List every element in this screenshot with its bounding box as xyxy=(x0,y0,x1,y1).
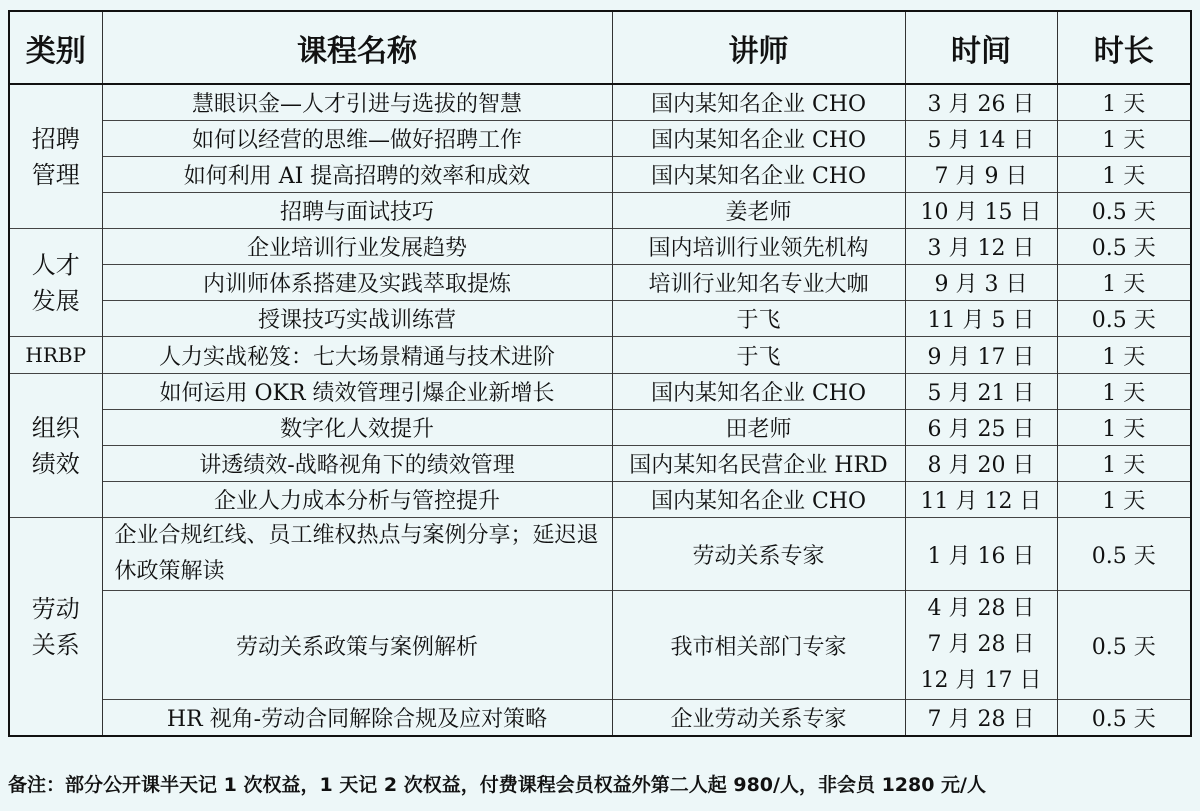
course-duration: 0.5 天 xyxy=(1057,301,1191,337)
course-duration: 1 天 xyxy=(1057,374,1191,410)
course-time: 11 月 12 日 xyxy=(905,482,1057,518)
lecturer: 国内某知名企业 CHO xyxy=(612,157,905,193)
table-row xyxy=(9,193,1191,229)
course-name: HR 视角-劳动合同解除合规及应对策略 xyxy=(102,700,612,737)
table-row xyxy=(9,518,1191,591)
lecturer: 姜老师 xyxy=(612,193,905,229)
course-duration: 0.5 天 xyxy=(1057,518,1191,591)
table-row xyxy=(9,700,1191,737)
course-name: 内训师体系搭建及实践萃取提炼 xyxy=(102,265,612,301)
course-time: 10 月 15 日 xyxy=(905,193,1057,229)
table-row xyxy=(9,301,1191,337)
category-org-performance: 组织 绩效 xyxy=(9,374,102,518)
table-row xyxy=(9,482,1191,518)
lecturer: 劳动关系专家 xyxy=(612,518,905,591)
lecturer: 培训行业知名专业大咖 xyxy=(612,265,905,301)
course-time: 4 月 28 日 7 月 28 日 12 月 17 日 xyxy=(905,591,1057,700)
category-hrbp: HRBP xyxy=(9,337,102,374)
lecturer: 田老师 xyxy=(612,410,905,446)
lecturer: 国内某知名企业 CHO xyxy=(612,374,905,410)
category-labor-relations: 劳动 关系 xyxy=(9,518,102,737)
course-name: 招聘与面试技巧 xyxy=(102,193,612,229)
table-row xyxy=(9,374,1191,410)
course-name: 劳动关系政策与案例解析 xyxy=(102,591,612,700)
table-row xyxy=(9,446,1191,482)
category-talent-development: 人才 发展 xyxy=(9,229,102,337)
lecturer: 于飞 xyxy=(612,301,905,337)
lecturer: 国内某知名企业 CHO xyxy=(612,121,905,157)
course-time: 5 月 21 日 xyxy=(905,374,1057,410)
course-duration: 0.5 天 xyxy=(1057,229,1191,265)
header-time: 时间 xyxy=(905,11,1057,84)
lecturer: 国内某知名企业 CHO xyxy=(612,482,905,518)
lecturer: 我市相关部门专家 xyxy=(612,591,905,700)
course-time: 8 月 20 日 xyxy=(905,446,1057,482)
header-course-name: 课程名称 xyxy=(102,11,612,84)
table-row xyxy=(9,229,1191,265)
table-row xyxy=(9,84,1191,121)
course-duration: 1 天 xyxy=(1057,410,1191,446)
course-schedule-table xyxy=(8,10,1192,737)
table-row xyxy=(9,591,1191,700)
course-name: 讲透绩效-战略视角下的绩效管理 xyxy=(102,446,612,482)
course-time: 3 月 12 日 xyxy=(905,229,1057,265)
lecturer: 企业劳动关系专家 xyxy=(612,700,905,737)
category-recruitment: 招聘 管理 xyxy=(9,84,102,229)
course-name: 企业人力成本分析与管控提升 xyxy=(102,482,612,518)
header-duration: 时长 xyxy=(1057,11,1191,84)
course-name: 企业培训行业发展趋势 xyxy=(102,229,612,265)
course-name: 人力实战秘笈：七大场景精通与技术进阶 xyxy=(102,337,612,374)
lecturer: 于飞 xyxy=(612,337,905,374)
course-duration: 0.5 天 xyxy=(1057,700,1191,737)
table-row xyxy=(9,410,1191,446)
course-duration: 0.5 天 xyxy=(1057,591,1191,700)
course-name: 授课技巧实战训练营 xyxy=(102,301,612,337)
table-header-row xyxy=(9,11,1191,84)
course-time: 7 月 28 日 xyxy=(905,700,1057,737)
course-time: 6 月 25 日 xyxy=(905,410,1057,446)
course-time: 5 月 14 日 xyxy=(905,121,1057,157)
course-name: 如何运用 OKR 绩效管理引爆企业新增长 xyxy=(102,374,612,410)
lecturer: 国内某知名民营企业 HRD xyxy=(612,446,905,482)
footer-note: 备注：部分公开课半天记 1 次权益，1 天记 2 次权益，付费课程会员权益外第二人起 980/人，非会员 1280 元/人 xyxy=(8,774,987,796)
table-row xyxy=(9,265,1191,301)
course-name: 数字化人效提升 xyxy=(102,410,612,446)
course-time: 7 月 9 日 xyxy=(905,157,1057,193)
table-row xyxy=(9,157,1191,193)
header-category: 类别 xyxy=(9,11,102,84)
lecturer: 国内培训行业领先机构 xyxy=(612,229,905,265)
table-row xyxy=(9,337,1191,374)
course-duration: 1 天 xyxy=(1057,482,1191,518)
course-time: 1 月 16 日 xyxy=(905,518,1057,591)
course-duration: 1 天 xyxy=(1057,84,1191,121)
course-duration: 1 天 xyxy=(1057,446,1191,482)
course-name: 如何利用 AI 提高招聘的效率和成效 xyxy=(102,157,612,193)
lecturer: 国内某知名企业 CHO xyxy=(612,84,905,121)
course-duration: 1 天 xyxy=(1057,157,1191,193)
course-duration: 0.5 天 xyxy=(1057,193,1191,229)
header-lecturer: 讲师 xyxy=(612,11,905,84)
course-time: 11 月 5 日 xyxy=(905,301,1057,337)
course-duration: 1 天 xyxy=(1057,337,1191,374)
course-time: 3 月 26 日 xyxy=(905,84,1057,121)
course-name: 慧眼识金—人才引进与选拔的智慧 xyxy=(102,84,612,121)
course-name: 企业合规红线、员工维权热点与案例分享；延迟退休政策解读 xyxy=(102,518,612,591)
course-time: 9 月 17 日 xyxy=(905,337,1057,374)
course-duration: 1 天 xyxy=(1057,121,1191,157)
course-time: 9 月 3 日 xyxy=(905,265,1057,301)
course-duration: 1 天 xyxy=(1057,265,1191,301)
course-name: 如何以经营的思维—做好招聘工作 xyxy=(102,121,612,157)
table-row xyxy=(9,121,1191,157)
